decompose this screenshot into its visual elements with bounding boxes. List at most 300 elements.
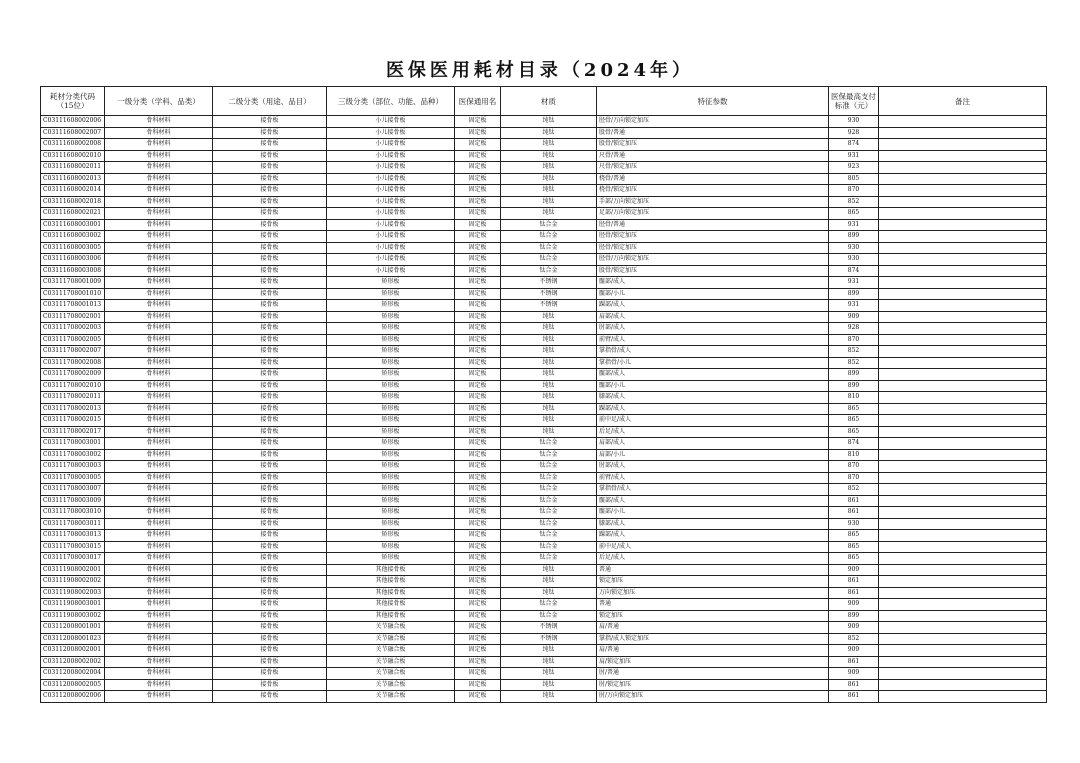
cell-level2: 接骨板 (213, 231, 327, 243)
cell-material: 不锈钢 (501, 622, 597, 634)
cell-level3: 矫形板 (327, 484, 455, 496)
cell-feature: 掌指/成人锁定加压 (597, 633, 829, 645)
cell-note (879, 380, 1047, 392)
cell-material: 钛合金 (501, 438, 597, 450)
cell-code: C03111708002009 (41, 369, 105, 381)
cell-general: 固定板 (455, 311, 501, 323)
table-row (41, 346, 1047, 358)
cell-price: 870 (829, 334, 879, 346)
cell-level3: 矫形板 (327, 346, 455, 358)
cell-material: 钛合金 (501, 461, 597, 473)
cell-general: 固定板 (455, 622, 501, 634)
cell-general: 固定板 (455, 334, 501, 346)
cell-level1: 骨科材料 (105, 323, 213, 335)
cell-material: 钛合金 (501, 541, 597, 553)
cell-general: 固定板 (455, 668, 501, 680)
cell-level3: 小儿接骨板 (327, 116, 455, 128)
cell-code: C03111908002001 (41, 564, 105, 576)
cell-general: 固定板 (455, 380, 501, 392)
table-row (41, 173, 1047, 185)
cell-note (879, 300, 1047, 312)
cell-level2: 接骨板 (213, 495, 327, 507)
cell-material: 纯钛 (501, 380, 597, 392)
cell-material: 纯钛 (501, 323, 597, 335)
cell-level1: 骨科材料 (105, 380, 213, 392)
cell-feature: 锁定加压 (597, 576, 829, 588)
table-row (41, 162, 1047, 174)
cell-level2: 接骨板 (213, 219, 327, 231)
cell-level3: 矫形板 (327, 530, 455, 542)
cell-level2: 接骨板 (213, 323, 327, 335)
cell-note (879, 277, 1047, 289)
cell-level2: 接骨板 (213, 564, 327, 576)
cell-general: 固定板 (455, 254, 501, 266)
cell-level3: 其他接骨板 (327, 599, 455, 611)
cell-material: 纯钛 (501, 679, 597, 691)
cell-note (879, 472, 1047, 484)
table-row (41, 323, 1047, 335)
cell-level2: 接骨板 (213, 277, 327, 289)
header-price: 医保最高支付标准（元） (829, 87, 879, 116)
cell-general: 固定板 (455, 553, 501, 565)
cell-level1: 骨科材料 (105, 162, 213, 174)
cell-level3: 矫形板 (327, 300, 455, 312)
cell-level1: 骨科材料 (105, 668, 213, 680)
cell-note (879, 254, 1047, 266)
cell-feature: 普通 (597, 599, 829, 611)
header-row (41, 87, 1047, 116)
cell-level3: 矫形板 (327, 415, 455, 427)
cell-note (879, 323, 1047, 335)
cell-level1: 骨科材料 (105, 633, 213, 645)
table-row (41, 415, 1047, 427)
cell-level2: 接骨板 (213, 196, 327, 208)
cell-level3: 小儿接骨板 (327, 173, 455, 185)
cell-level2: 接骨板 (213, 415, 327, 427)
cell-level1: 骨科材料 (105, 346, 213, 358)
cell-note (879, 438, 1047, 450)
cell-note (879, 541, 1047, 553)
table-row (41, 530, 1047, 542)
table-row (41, 127, 1047, 139)
cell-price: 909 (829, 645, 879, 657)
cell-level2: 接骨板 (213, 426, 327, 438)
cell-general: 固定板 (455, 633, 501, 645)
cell-material: 不锈钢 (501, 288, 597, 300)
cell-note (879, 265, 1047, 277)
cell-general: 固定板 (455, 127, 501, 139)
cell-material: 钛合金 (501, 495, 597, 507)
cell-material: 纯钛 (501, 403, 597, 415)
cell-level3: 关节融合板 (327, 656, 455, 668)
cell-level3: 矫形板 (327, 472, 455, 484)
cell-price: 861 (829, 679, 879, 691)
cell-feature: 肩/锁定加压 (597, 656, 829, 668)
cell-code: C03111608003001 (41, 219, 105, 231)
cell-material: 纯钛 (501, 150, 597, 162)
cell-level1: 骨科材料 (105, 449, 213, 461)
cell-price: 852 (829, 346, 879, 358)
cell-note (879, 553, 1047, 565)
cell-code: C03111608003002 (41, 231, 105, 243)
cell-level2: 接骨板 (213, 403, 327, 415)
cell-level1: 骨科材料 (105, 507, 213, 519)
cell-feature: 掌指骨/成人 (597, 346, 829, 358)
cell-level1: 骨科材料 (105, 265, 213, 277)
cell-feature: 胫骨/普通 (597, 219, 829, 231)
cell-material: 钛合金 (501, 265, 597, 277)
cell-price: 865 (829, 208, 879, 220)
cell-code: C03111708003003 (41, 461, 105, 473)
table-row (41, 518, 1047, 530)
cell-level2: 接骨板 (213, 518, 327, 530)
cell-price: 899 (829, 610, 879, 622)
cell-price: 805 (829, 173, 879, 185)
cell-level2: 接骨板 (213, 553, 327, 565)
cell-level1: 骨科材料 (105, 150, 213, 162)
cell-price: 852 (829, 633, 879, 645)
table-row (41, 277, 1047, 289)
cell-level2: 接骨板 (213, 185, 327, 197)
cell-price: 861 (829, 656, 879, 668)
cell-level1: 骨科材料 (105, 530, 213, 542)
cell-general: 固定板 (455, 691, 501, 703)
cell-feature: 髋部/成人 (597, 369, 829, 381)
cell-material: 钛合金 (501, 219, 597, 231)
cell-note (879, 679, 1047, 691)
cell-level1: 骨科材料 (105, 622, 213, 634)
cell-note (879, 403, 1047, 415)
cell-level2: 接骨板 (213, 127, 327, 139)
cell-price: 865 (829, 541, 879, 553)
cell-note (879, 691, 1047, 703)
cell-price: 909 (829, 599, 879, 611)
cell-code: C03111708002015 (41, 415, 105, 427)
cell-feature: 尺骨/普通 (597, 150, 829, 162)
cell-level2: 接骨板 (213, 691, 327, 703)
header-general-name: 医保通用名 (455, 87, 501, 116)
header-level1: 一级分类（学科、品类） (105, 87, 213, 116)
cell-general: 固定板 (455, 208, 501, 220)
cell-note (879, 127, 1047, 139)
cell-level2: 接骨板 (213, 530, 327, 542)
cell-feature: 肘部/成人 (597, 461, 829, 473)
cell-price: 861 (829, 691, 879, 703)
cell-price: 861 (829, 507, 879, 519)
cell-level2: 接骨板 (213, 622, 327, 634)
cell-general: 固定板 (455, 656, 501, 668)
cell-code: C03112008002001 (41, 645, 105, 657)
cell-note (879, 599, 1047, 611)
cell-code: C03111708002017 (41, 426, 105, 438)
cell-feature: 万向锁定加压 (597, 587, 829, 599)
cell-level2: 接骨板 (213, 116, 327, 128)
cell-note (879, 449, 1047, 461)
cell-code: C03111708002001 (41, 311, 105, 323)
cell-material: 钛合金 (501, 599, 597, 611)
cell-general: 固定板 (455, 346, 501, 358)
cell-level3: 矫形板 (327, 357, 455, 369)
cell-material: 纯钛 (501, 369, 597, 381)
cell-level1: 骨科材料 (105, 254, 213, 266)
cell-price: 870 (829, 461, 879, 473)
cell-level2: 接骨板 (213, 311, 327, 323)
cell-level3: 关节融合板 (327, 679, 455, 691)
cell-general: 固定板 (455, 426, 501, 438)
header-level2: 二级分类（用途、品目） (213, 87, 327, 116)
cell-price: 870 (829, 472, 879, 484)
cell-code: C03111708002010 (41, 380, 105, 392)
cell-level3: 矫形板 (327, 380, 455, 392)
cell-general: 固定板 (455, 139, 501, 151)
cell-note (879, 426, 1047, 438)
cell-level2: 接骨板 (213, 392, 327, 404)
cell-feature: 股骨/普通 (597, 127, 829, 139)
cell-level3: 其他接骨板 (327, 564, 455, 576)
table-row (41, 403, 1047, 415)
table-row (41, 139, 1047, 151)
cell-code: C03111708003010 (41, 507, 105, 519)
cell-feature: 踝部/成人 (597, 403, 829, 415)
cell-feature: 髋部/小儿 (597, 380, 829, 392)
cell-note (879, 288, 1047, 300)
cell-general: 固定板 (455, 472, 501, 484)
cell-level2: 接骨板 (213, 162, 327, 174)
cell-material: 钛合金 (501, 472, 597, 484)
cell-code: C03111608003005 (41, 242, 105, 254)
cell-code: C03111708001013 (41, 300, 105, 312)
table-row (41, 610, 1047, 622)
cell-level3: 矫形板 (327, 288, 455, 300)
cell-feature: 肘部/成人 (597, 323, 829, 335)
cell-material: 纯钛 (501, 346, 597, 358)
cell-code: C03111708001009 (41, 277, 105, 289)
cell-note (879, 173, 1047, 185)
cell-feature: 肩部/小儿 (597, 449, 829, 461)
cell-note (879, 507, 1047, 519)
cell-material: 纯钛 (501, 587, 597, 599)
cell-note (879, 518, 1047, 530)
cell-general: 固定板 (455, 231, 501, 243)
table-row (41, 576, 1047, 588)
cell-feature: 肘/锁定加压 (597, 679, 829, 691)
cell-note (879, 231, 1047, 243)
cell-feature: 掌指骨/成人 (597, 484, 829, 496)
header-feature: 特征参数 (597, 87, 829, 116)
table-row (41, 150, 1047, 162)
cell-code: C03111708003017 (41, 553, 105, 565)
cell-level1: 骨科材料 (105, 185, 213, 197)
cell-price: 909 (829, 668, 879, 680)
cell-level1: 骨科材料 (105, 231, 213, 243)
table-row (41, 679, 1047, 691)
cell-code: C03112008002002 (41, 656, 105, 668)
cell-level1: 骨科材料 (105, 438, 213, 450)
cell-material: 钛合金 (501, 610, 597, 622)
cell-code: C03111608002014 (41, 185, 105, 197)
cell-note (879, 610, 1047, 622)
cell-general: 固定板 (455, 495, 501, 507)
cell-general: 固定板 (455, 185, 501, 197)
cell-level3: 关节融合板 (327, 633, 455, 645)
cell-feature: 胫骨/万向锁定加压 (597, 254, 829, 266)
cell-level1: 骨科材料 (105, 300, 213, 312)
cell-level3: 小儿接骨板 (327, 150, 455, 162)
cell-material: 纯钛 (501, 357, 597, 369)
cell-code: C03111908003001 (41, 599, 105, 611)
cell-price: 931 (829, 300, 879, 312)
cell-level1: 骨科材料 (105, 484, 213, 496)
cell-material: 钛合金 (501, 242, 597, 254)
cell-code: C03111608002010 (41, 150, 105, 162)
cell-level2: 接骨板 (213, 346, 327, 358)
cell-level1: 骨科材料 (105, 461, 213, 473)
cell-material: 钛合金 (501, 553, 597, 565)
cell-level2: 接骨板 (213, 139, 327, 151)
cell-level3: 小儿接骨板 (327, 139, 455, 151)
cell-level1: 骨科材料 (105, 277, 213, 289)
cell-material: 纯钛 (501, 127, 597, 139)
cell-level2: 接骨板 (213, 300, 327, 312)
table-row (41, 541, 1047, 553)
cell-general: 固定板 (455, 277, 501, 289)
cell-level3: 矫形板 (327, 461, 455, 473)
header-level3: 三级分类（部位、功能、品种） (327, 87, 455, 116)
cell-material: 钛合金 (501, 254, 597, 266)
cell-level2: 接骨板 (213, 599, 327, 611)
cell-code: C03111708003009 (41, 495, 105, 507)
cell-material: 纯钛 (501, 392, 597, 404)
cell-level3: 矫形板 (327, 369, 455, 381)
cell-level1: 骨科材料 (105, 553, 213, 565)
cell-code: C03111708002013 (41, 403, 105, 415)
cell-general: 固定板 (455, 576, 501, 588)
cell-feature: 桡骨/锁定加压 (597, 185, 829, 197)
cell-level3: 矫形板 (327, 438, 455, 450)
cell-feature: 踝部/成人 (597, 530, 829, 542)
cell-code: C03111908002002 (41, 576, 105, 588)
cell-feature: 髋部/成人 (597, 495, 829, 507)
cell-price: 865 (829, 530, 879, 542)
cell-material: 纯钛 (501, 334, 597, 346)
cell-note (879, 139, 1047, 151)
cell-note (879, 415, 1047, 427)
cell-general: 固定板 (455, 162, 501, 174)
cell-feature: 足部/万向锁定加压 (597, 208, 829, 220)
table-row (41, 449, 1047, 461)
cell-general: 固定板 (455, 518, 501, 530)
cell-feature: 踝部/成人 (597, 300, 829, 312)
cell-feature: 髋部/小儿 (597, 507, 829, 519)
cell-code: C03111708002007 (41, 346, 105, 358)
cell-note (879, 208, 1047, 220)
cell-level1: 骨科材料 (105, 288, 213, 300)
table-row (41, 219, 1047, 231)
cell-price: 931 (829, 277, 879, 289)
cell-note (879, 495, 1047, 507)
cell-general: 固定板 (455, 610, 501, 622)
table-row (41, 564, 1047, 576)
cell-level3: 矫形板 (327, 507, 455, 519)
cell-level3: 小儿接骨板 (327, 162, 455, 174)
catalog-table (40, 86, 1047, 703)
table-row (41, 196, 1047, 208)
cell-level1: 骨科材料 (105, 415, 213, 427)
cell-material: 钛合金 (501, 507, 597, 519)
cell-price: 865 (829, 403, 879, 415)
cell-level3: 关节融合板 (327, 622, 455, 634)
cell-note (879, 162, 1047, 174)
cell-general: 固定板 (455, 599, 501, 611)
cell-material: 纯钛 (501, 576, 597, 588)
cell-level2: 接骨板 (213, 265, 327, 277)
cell-code: C03111608003006 (41, 254, 105, 266)
cell-general: 固定板 (455, 369, 501, 381)
cell-code: C03112008002005 (41, 679, 105, 691)
table-row (41, 265, 1047, 277)
cell-level1: 骨科材料 (105, 334, 213, 346)
cell-code: C03111708003015 (41, 541, 105, 553)
cell-price: 931 (829, 219, 879, 231)
cell-price: 928 (829, 323, 879, 335)
cell-material: 纯钛 (501, 311, 597, 323)
cell-material: 纯钛 (501, 564, 597, 576)
cell-code: C03111908003002 (41, 610, 105, 622)
cell-price: 930 (829, 116, 879, 128)
cell-price: 931 (829, 150, 879, 162)
cell-price: 930 (829, 254, 879, 266)
cell-level3: 其他接骨板 (327, 610, 455, 622)
table-row (41, 507, 1047, 519)
table-row (41, 668, 1047, 680)
cell-price: 899 (829, 380, 879, 392)
cell-code: C03111708003013 (41, 530, 105, 542)
table-row (41, 495, 1047, 507)
cell-feature: 髋部/成人 (597, 277, 829, 289)
cell-level2: 接骨板 (213, 656, 327, 668)
cell-note (879, 334, 1047, 346)
cell-general: 固定板 (455, 679, 501, 691)
cell-code: C03111708002005 (41, 334, 105, 346)
cell-level1: 骨科材料 (105, 645, 213, 657)
table-row (41, 231, 1047, 243)
cell-feature: 前中足/成人 (597, 541, 829, 553)
table-row (41, 691, 1047, 703)
cell-feature: 前臂/成人 (597, 334, 829, 346)
cell-level1: 骨科材料 (105, 311, 213, 323)
cell-note (879, 219, 1047, 231)
cell-level2: 接骨板 (213, 288, 327, 300)
cell-general: 固定板 (455, 116, 501, 128)
cell-code: C03112008002004 (41, 668, 105, 680)
cell-material: 纯钛 (501, 185, 597, 197)
table-body (41, 116, 1047, 703)
cell-feature: 掌指骨/小儿 (597, 357, 829, 369)
cell-price: 874 (829, 438, 879, 450)
cell-note (879, 242, 1047, 254)
cell-price: 909 (829, 622, 879, 634)
cell-material: 纯钛 (501, 645, 597, 657)
cell-level3: 小儿接骨板 (327, 219, 455, 231)
cell-feature: 股骨/锁定加压 (597, 139, 829, 151)
cell-price: 874 (829, 139, 879, 151)
table-row (41, 484, 1047, 496)
cell-level2: 接骨板 (213, 633, 327, 645)
cell-code: C03112008001001 (41, 622, 105, 634)
cell-level2: 接骨板 (213, 679, 327, 691)
cell-note (879, 656, 1047, 668)
cell-code: C03111708003002 (41, 449, 105, 461)
